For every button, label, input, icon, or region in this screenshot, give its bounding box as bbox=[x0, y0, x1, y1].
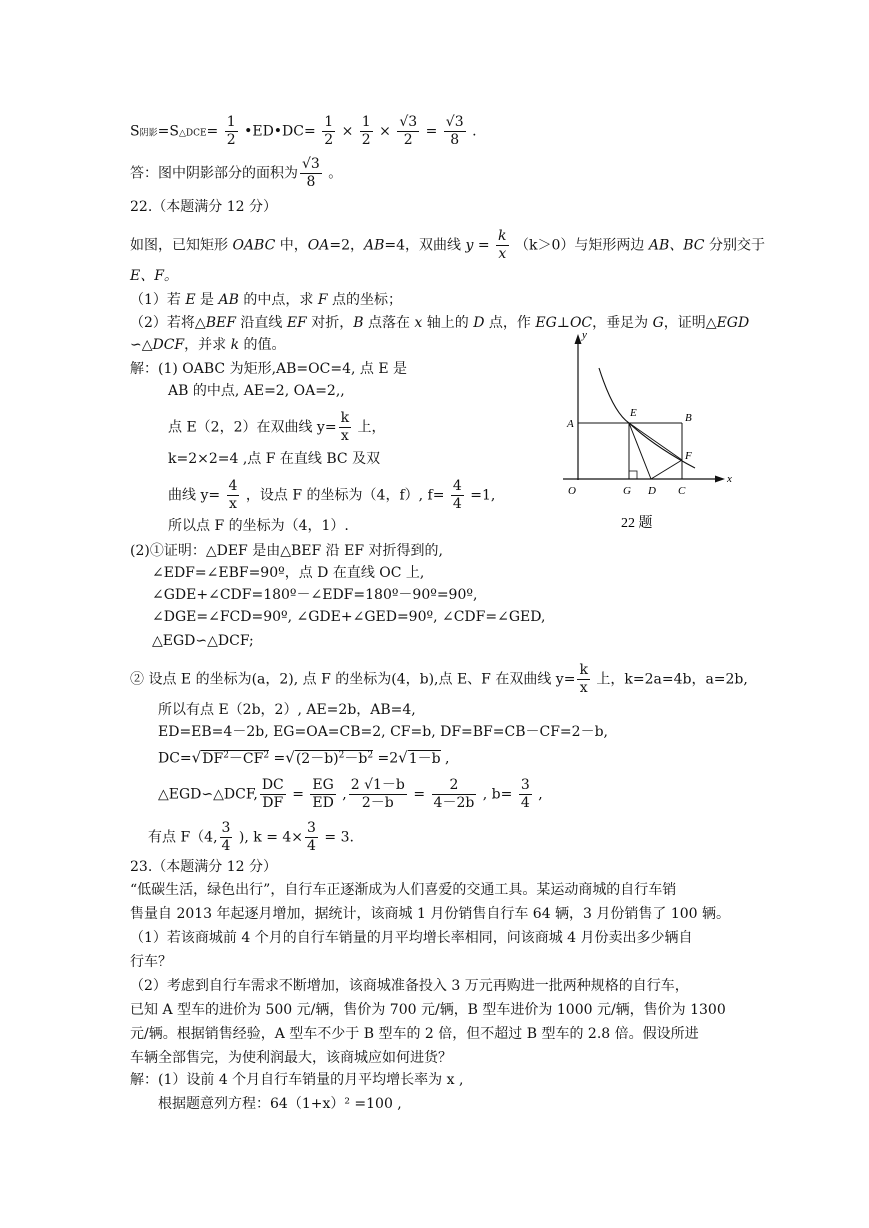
solution-line: ∠EDF=∠EBF=90º，点 D 在直线 OC 上, bbox=[152, 565, 425, 581]
question-23-title: 23.（本题满分 12 分） bbox=[130, 859, 277, 875]
fraction: $\frac{√3}{2}$ bbox=[399, 114, 418, 148]
fraction: $\frac{4}{x}$ bbox=[228, 478, 238, 512]
label-B: B bbox=[685, 412, 692, 424]
shaded-area-formula: S阴影=S△DCE= $\frac{1}{2}$ •ED•DC= $\frac{1}{2}$ × $\frac{1}{2}$ × $\frac{√3}{2}$ = $\frac{√3}{8}$ . bbox=[130, 114, 477, 148]
question-22-part1: （1）若 E 是 AB 的中点，求 F 点的坐标； bbox=[130, 292, 402, 308]
solution-line: ② 设点 E 的坐标为(a，2), 点 F 的坐标为(4，b),点 E、F 在双曲线 y= $\frac{k}{x}$ 上，k=2a=4b，a=2b, bbox=[130, 662, 748, 696]
x-axis-arrow bbox=[715, 476, 725, 483]
solution-line: ∠DGE=∠FCD=90º, ∠GDE+∠GED=90º, ∠CDF=∠GED, bbox=[152, 609, 546, 625]
label-F: F bbox=[685, 450, 692, 462]
label-D: D bbox=[648, 485, 656, 497]
solution-line: 所以点 F 的坐标为（4，1）. bbox=[168, 518, 349, 534]
fraction: $\frac{3}{4}$ bbox=[307, 820, 316, 854]
question-23-line: 行车？ bbox=[130, 954, 172, 970]
question-22-line2: E、F。 bbox=[130, 268, 178, 284]
hyperbola-curve bbox=[599, 368, 695, 468]
solution-line: 解：(1) OABC 为矩形,AB=OC=4, 点 E 是 bbox=[130, 361, 408, 377]
fraction: $\frac{√3}{8}$ bbox=[445, 114, 464, 148]
label-C: C bbox=[678, 485, 686, 497]
question-23-line: 车辆全部售完，为使利润最大，该商城应如何进货？ bbox=[130, 1050, 452, 1066]
solution-line: 所以有点 E（2b，2）, AE=2b，AB=4, bbox=[158, 702, 416, 718]
fraction: $\frac{EG}{ED}$ bbox=[312, 777, 334, 811]
solution-line: k=2×2=4 ,点 F 在直线 BC 及双 bbox=[168, 451, 381, 467]
solution-line: ED=EB=4－2b, EG=OA=CB=2, CF=b, DF=BF=CB－CF=2－b, bbox=[158, 724, 608, 740]
figure-caption: 22 题 bbox=[621, 516, 653, 531]
solution-line: 有点 F（4, $\frac{3}{4}$ ), k = 4× $\frac{3}{4}$ = 3. bbox=[148, 820, 354, 854]
answer-line: 答：图中阴影部分的面积为 $\frac{√3}{8}$ 。 bbox=[130, 156, 343, 190]
question-23-line: “低碳生活，绿色出行”，自行车正逐渐成为人们喜爱的交通工具。某运动商城的自行车销 bbox=[130, 882, 677, 898]
label-O: O bbox=[568, 485, 576, 497]
solution-line: 曲线 y= $\frac{4}{x}$ ，设点 F 的坐标为（4，f）, f= $\frac{4}{4}$ =1, bbox=[168, 478, 496, 512]
question-23-line: （2）考虑到自行车需求不断增加，该商城准备投入 3 万元再购进一批两种规格的自行车， bbox=[130, 978, 689, 994]
segment-DF bbox=[651, 460, 682, 479]
fraction: $\frac{DC}{DF}$ bbox=[261, 777, 284, 811]
fraction: $\frac{√3}{8}$ bbox=[302, 156, 320, 190]
question-23-line: 已知 A 型车的进价为 500 元/辆，售价为 700 元/辆，B 型车进价为 1000 元/辆，售价为 1300 bbox=[130, 1002, 726, 1018]
fraction: $\frac{1}{2}$ bbox=[361, 114, 371, 148]
solution-line: (2)①证明：△DEF 是由△BEF 沿 EF 对折得到的, bbox=[130, 543, 443, 559]
question-22-statement: 如图，已知矩形 OABC 中，OA=2，AB=4，双曲线 y = $\frac{k}{x}$ （k＞0）与矩形两边 AB、BC 分别交于 bbox=[130, 228, 765, 262]
fraction: $\frac{2 √1-b}{2-b}$ bbox=[350, 777, 405, 811]
fraction: $\frac{k}{x}$ bbox=[579, 662, 588, 696]
figure-22 bbox=[555, 322, 740, 532]
question-23-line: 解：(1）设前 4 个月自行车销量的月平均增长率为 x , bbox=[130, 1072, 464, 1088]
solution-line: △EGD∽△DCF, $\frac{DC}{DF}$ = $\frac{EG}{ED}$ , $\frac{2 √1-b}{2-b}$ = $\frac{2}{4-2b}$ , b= $\frac{3}{4}$ , bbox=[158, 777, 543, 811]
fraction: $\frac{3}{4}$ bbox=[221, 820, 231, 854]
solution-line: 点 E（2，2）在双曲线 y= $\frac{k}{x}$ 上， bbox=[168, 410, 386, 444]
solution-line: △EGD∽△DCF; bbox=[152, 633, 254, 649]
label-x: x bbox=[727, 473, 732, 485]
question-23-line: 根据题意列方程：64（1+x）² =100 , bbox=[158, 1096, 402, 1112]
fraction: $\frac{2}{4-2b}$ bbox=[433, 777, 475, 811]
fraction: $\frac{k}{x}$ bbox=[340, 410, 350, 444]
right-angle-mark bbox=[629, 471, 637, 479]
fraction: $\frac{k}{x}$ bbox=[498, 228, 507, 262]
label-A: A bbox=[567, 418, 574, 430]
label-G: G bbox=[623, 485, 631, 497]
solution-line: ∠GDE+∠CDF=180º－∠EDF=180º－90º=90º, bbox=[152, 587, 478, 603]
fraction: $\frac{1}{2}$ bbox=[324, 114, 334, 148]
fraction: $\frac{4}{4}$ bbox=[452, 478, 462, 512]
question-22-part2-cont: ∽△DCF，并求 k 的值。 bbox=[130, 337, 286, 353]
fraction: $\frac{1}{2}$ bbox=[226, 114, 236, 148]
question-22-part2: （2）若将△BEF 沿直线 EF 对折，B 点落在 x 轴上的 D 点，作 EG⊥OC，垂足为 G，证明△EGD bbox=[130, 315, 750, 331]
solution-line: AB 的中点, AE=2, OA=2,, bbox=[168, 383, 345, 399]
solution-line: $DC=√DF^2-CF^2 =√(2-b)^2-b^2 =2√1-b$ , bbox=[158, 748, 450, 767]
question-22-title: 22.（本题满分 12 分） bbox=[130, 199, 277, 215]
label-y: y bbox=[582, 329, 587, 341]
question-23-line: 售量自 2013 年起逐月增加，据统计，该商城 1 月份销售自行车 64 辆，3 月份销售了 100 辆。 bbox=[130, 906, 731, 922]
y-axis-arrow bbox=[575, 334, 582, 344]
question-23-line: （1）若该商城前 4 个月的自行车销量的月平均增长率相同，问该商城 4 月份卖出多少辆自 bbox=[130, 930, 693, 946]
question-23-line: 元/辆。根据销售经验，A 型车不少于 B 型车的 2 倍，但不超过 B 型车的 2.8 倍。假设所进 bbox=[130, 1026, 699, 1042]
segment-EF bbox=[629, 423, 682, 460]
label-E: E bbox=[630, 407, 637, 419]
fraction: $\frac{3}{4}$ bbox=[520, 777, 530, 811]
